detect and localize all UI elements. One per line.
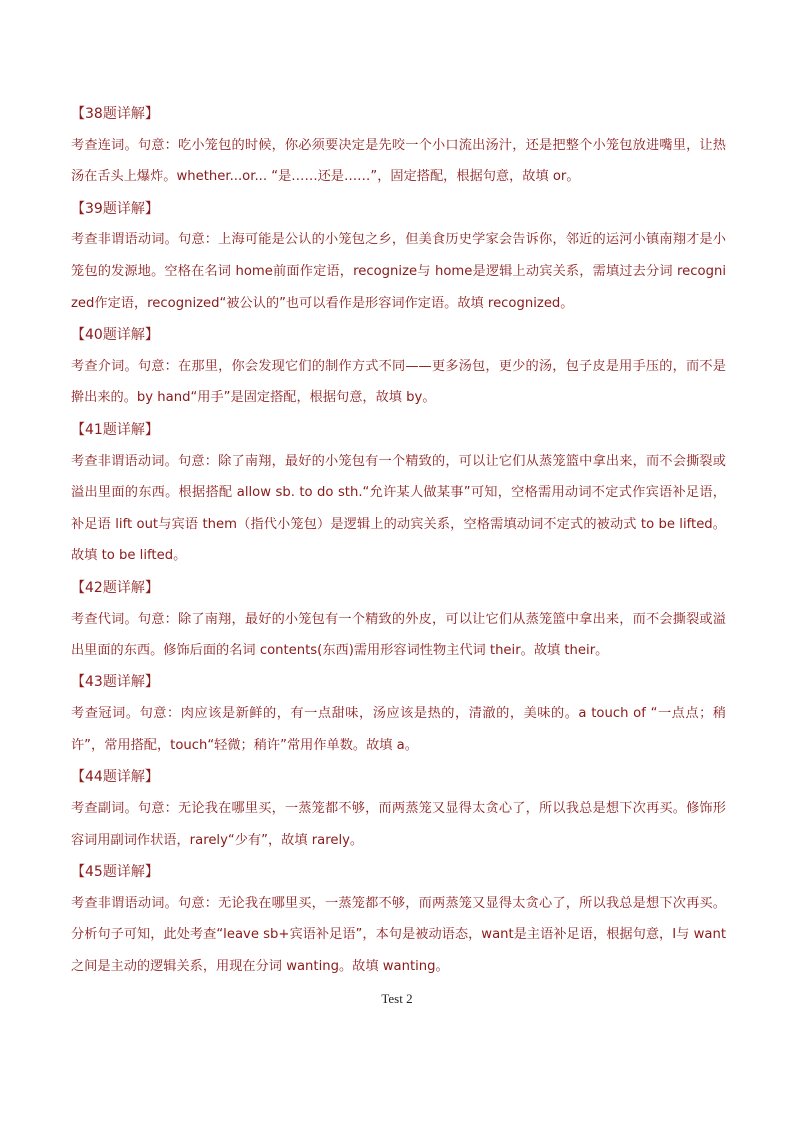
section-39 [71,193,726,319]
section-heading: 【44题详解】 [71,769,159,786]
section-text: 考查介词。句意：在那里，你会发现它们的制作方式不同——更多汤包，更少的汤，包子皮是用手压的，而不是擀出来的。by hand“用手”是固定搭配，根据句意，故填 by。 [71,358,726,406]
section-heading: 【43题详解】 [71,674,159,691]
section-heading: 【39题详解】 [71,200,159,217]
section-heading: 【45题详解】 [71,864,159,881]
section-43 [71,667,726,762]
section-42 [71,572,726,667]
section-heading: 【40题详解】 [71,326,159,343]
section-text: 考查非谓语动词。句意：除了南翔，最好的小笼包有一个精致的，可以让它们从蒸笼篮中拿出来，而不会撕裂或溢出里面的东西。根据搭配 allow sb. to do sth.“允许某人做某事”可知，空格需用动词不定式作宾语补足语，补足语 lift out与宾语 them（指代小笼包）是逻辑上的动宾关系，空格需填动词不定式的被动式 to be lifted。故填 to be lifted。 [71,453,726,564]
section-text: 考查连词。句意：吃小笼包的时候，你必须要决定是先咬一个小口流出汤汁，还是把整个小笼包放进嘴里，让热汤在舌头上爆炸。whether...or... “是……还是……”，固定搭配，根据句意，故填 or。 [71,137,726,185]
section-text: 考查副词。句意：无论我在哪里买，一蒸笼都不够，而两蒸笼又显得太贪心了，所以我总是想下次再买。修饰形容词用副词作状语，rarely“少有”，故填 rarely。 [71,801,726,848]
section-text: 考查代词。句意：除了南翔，最好的小笼包有一个精致的外皮，可以让它们从蒸笼篮中拿出来，而不会撕裂或溢出里面的东西。修饰后面的名词 contents(东西)需用形容词性物主代词 their。故填 their。 [71,611,726,659]
section-44 [71,761,726,856]
section-text: 考查非谓语动词。句意：上海可能是公认的小笼包之乡，但美食历史学家会告诉你，邻近的运河小镇南翔才是小笼包的发源地。空格在名词 home前面作定语，recognize与 home是逻辑上动宾关系，需填过去分词 recognized作定语，recognized“被公认的”也可以看作是形容词作定语。故填 recognized。 [71,232,726,311]
section-text: 考查非谓语动词。句意：无论我在哪里买，一蒸笼都不够，而两蒸笼又显得太贪心了，所以我总是想下次再买。分析句子可知，此处考查“leave sb+宾语补足语”，本句是被动语态，want是主语补足语，根据句意，I与 want之间是主动的逻辑关系，用现在分词 wanting。故填 wanting。 [71,895,726,975]
section-41 [71,414,726,572]
section-heading: 【41题详解】 [71,421,159,438]
section-40 [71,319,726,414]
section-38 [71,98,726,193]
section-heading: 【42题详解】 [71,579,159,596]
section-heading: 【38题详解】 [71,105,159,122]
page-footer: Test 2 [381,991,413,1006]
section-45 [71,856,726,982]
section-text: 考查冠词。句意：肉应该是新鲜的，有一点甜味，汤应该是热的，清澈的，美味的。a touch of “一点点；稍许”，常用搭配，touch“轻微；稍许”常用作单数。故填 a。 [71,706,726,753]
document-body [71,98,726,983]
